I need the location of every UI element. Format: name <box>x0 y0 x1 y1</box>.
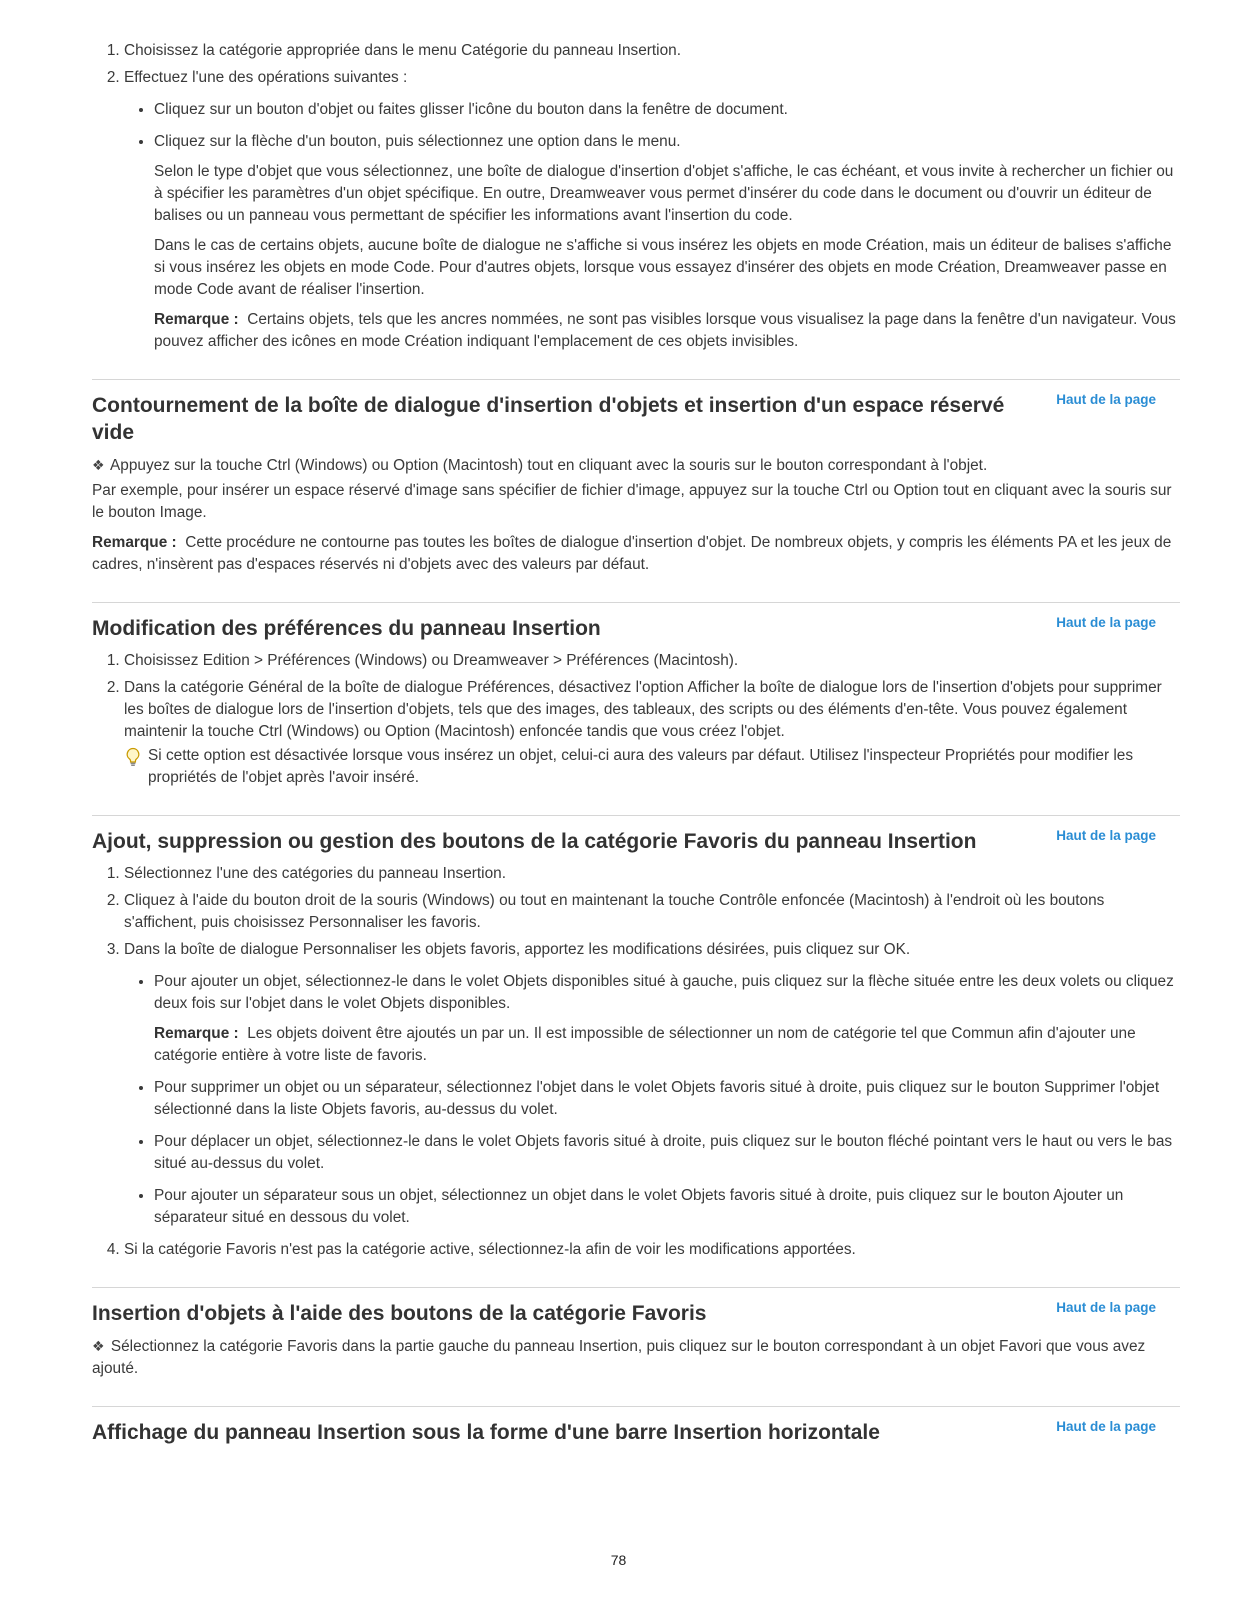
section-favorites-buttons <box>92 815 1180 1261</box>
note <box>154 309 1180 353</box>
list-item-text: Cliquez sur la flèche d'un bouton, puis sélectionnez une option dans le menu. <box>154 133 681 150</box>
section-title: Modification des préférences du panneau Insertion <box>92 617 601 640</box>
section-steps <box>92 863 1180 1261</box>
list-item <box>154 971 1180 1067</box>
section-horizontal-bar <box>92 1406 1180 1446</box>
note <box>154 1023 1180 1067</box>
list-item: 2. Cliquez à l'aide du bouton droit de la souris (Windows) ou tout en maintenant la touche Contrôle enfoncée (Macintosh) à l'endroit où les boutons s'affichent, puis choisissez Personnaliser les favoris. <box>124 890 1180 934</box>
section-bullets <box>124 971 1180 1229</box>
note <box>92 532 1180 576</box>
back-to-top-link[interactable]: Haut de la page <box>1056 828 1156 843</box>
note-label: Remarque : <box>154 1025 239 1042</box>
list-item <box>124 677 1180 789</box>
section-bypass-dialog <box>92 379 1180 576</box>
page-number: 78 <box>610 1552 627 1568</box>
paragraph: Par exemple, pour insérer un espace réservé d'image sans spécifier de fichier d'image, appuyez sur la touche Ctrl ou Option tout en cliquant avec la souris sur le bouton Image. <box>92 482 1172 521</box>
back-to-top-link[interactable]: Haut de la page <box>1056 1300 1156 1315</box>
note-text: Les objets doivent être ajoutés un par un. Il est impossible de sélectionner un nom de catégorie tel que Commun afin d'ajouter une catégorie entière à votre liste de favoris. <box>154 1025 1136 1064</box>
single-step <box>92 454 1180 477</box>
step-text: Appuyez sur la touche Ctrl (Windows) ou Option (Macintosh) tout en cliquant avec la souris sur le bouton correspondant à l'objet. <box>110 457 988 474</box>
section-steps <box>92 650 1180 789</box>
four-diamond-icon: ❖ <box>92 1338 105 1354</box>
note-text: Certains objets, tels que les ancres nommées, ne sont pas visibles lorsque vous visualisez la page dans la fenêtre d'un navigateur. Vous pouvez afficher des icônes en mode Création indiquant l'emplacement de ces objets invisibles. <box>154 311 1176 350</box>
section-title: Insertion d'objets à l'aide des boutons de la catégorie Favoris <box>92 1302 707 1325</box>
list-item: • Pour ajouter un séparateur sous un objet, sélectionnez un objet dans le volet Objets favoris situé à droite, puis cliquez sur le bouton Ajouter un séparateur situé en dessous du volet. <box>154 1185 1180 1229</box>
tip-text: Si cette option est désactivée lorsque vous insérez un objet, celui-ci aura des valeurs par défaut. Utilisez l'inspecteur Propriétés pour modifier les propriétés de l'objet après l'avoir inséré. <box>148 747 1134 786</box>
list-item: 4. Si la catégorie Favoris n'est pas la catégorie active, sélectionnez-la afin de voir les modifications apportées. <box>124 1239 1180 1261</box>
step-text: Sélectionnez la catégorie Favoris dans la partie gauche du panneau Insertion, puis cliquez sur le bouton correspondant à un objet Favori que vous avez ajouté. <box>92 1338 1146 1377</box>
intro-bullets <box>124 99 1180 353</box>
page-content <box>92 40 1180 1454</box>
list-item-text: Pour ajouter un objet, sélectionnez-le dans le volet Objets disponibles situé à gauche, puis cliquez sur la flèche située entre les deux volets ou cliquez deux fois sur l'objet dans le volet Objets disponibles. <box>154 973 1174 1012</box>
section-title: Affichage du panneau Insertion sous la forme d'une barre Insertion horizontale <box>92 1421 880 1444</box>
paragraph: Selon le type d'objet que vous sélectionnez, une boîte de dialogue d'insertion d'objet s'affiche, le cas échéant, et vous invite à rechercher un fichier ou à spécifier les paramètres d'un objet spécifique. En outre, Dreamweaver vous permet d'insérer du code dans le document ou d'ouvrir un éditeur de balises ou un panneau vous permettant de spécifier les informations avant l'insertion du code. <box>154 163 1174 224</box>
list-item <box>124 939 1180 1229</box>
section-insert-preferences <box>92 602 1180 789</box>
list-item: • Pour déplacer un objet, sélectionnez-le dans le volet Objets favoris situé à droite, puis cliquez sur le bouton fléché pointant vers le haut ou vers le bas situé au-dessus du volet. <box>154 1131 1180 1175</box>
tip <box>124 745 1180 789</box>
back-to-top-link[interactable]: Haut de la page <box>1056 615 1156 630</box>
intro-steps <box>92 40 1180 353</box>
section-title: Contournement de la boîte de dialogue d'insertion d'objets et insertion d'un espace réservé vide <box>92 394 1005 444</box>
section-title: Ajout, suppression ou gestion des boutons de la catégorie Favoris du panneau Insertion <box>92 830 977 853</box>
note-label: Remarque : <box>154 311 239 328</box>
list-item: 1. Choisissez la catégorie appropriée dans le menu Catégorie du panneau Insertion. <box>124 40 1180 62</box>
list-item: 1. Choisissez Edition > Préférences (Windows) ou Dreamweaver > Préférences (Macintosh). <box>124 650 1180 672</box>
list-item: 1. Sélectionnez l'une des catégories du panneau Insertion. <box>124 863 1180 885</box>
section-insert-favorites <box>92 1287 1180 1380</box>
paragraph: Dans le cas de certains objets, aucune boîte de dialogue ne s'affiche si vous insérez les objets en mode Création, mais un éditeur de balises s'affiche si vous insérez les objets en mode Code. Pour d'autres objets, lorsque vous essayez d'insérer des objets en mode Création, Dreamweaver passe en mode Code avant de réaliser l'insertion. <box>154 237 1172 298</box>
single-step <box>92 1335 1180 1380</box>
four-diamond-icon: ❖ <box>92 457 105 473</box>
list-item: • Pour supprimer un objet ou un séparateur, sélectionnez l'objet dans le volet Objets favoris situé à droite, puis cliquez sur le bouton Supprimer l'objet sélectionné dans la liste Objets favoris, au-dessus du volet. <box>154 1077 1180 1121</box>
back-to-top-link[interactable]: Haut de la page <box>1056 392 1156 407</box>
back-to-top-link[interactable]: Haut de la page <box>1056 1419 1156 1434</box>
list-item-text: Dans la catégorie Général de la boîte de dialogue Préférences, désactivez l'option Afficher la boîte de dialogue lors de l'insertion d'objets pour supprimer les boîtes de dialogue lors de l'insertion d'objets, tels que des images, des tableaux, des scripts ou des éléments d'en-tête. Vous pouvez également maintenir la touche Ctrl (Windows) ou Option (Macintosh) enfoncée tandis que vous créez l'objet. <box>124 679 1162 740</box>
lightbulb-icon <box>124 747 142 767</box>
note-text: Cette procédure ne contourne pas toutes les boîtes de dialogue d'insertion d'objet. De nombreux objets, y compris les éléments PA et les jeux de cadres, n'insèrent pas d'espaces réservés ni d'objets avec des valeurs par défaut. <box>92 534 1172 573</box>
list-item-text: Effectuez l'une des opérations suivantes : <box>124 69 408 86</box>
list-item-text: Dans la boîte de dialogue Personnaliser les objets favoris, apportez les modifications désirées, puis cliquez sur OK. <box>124 941 911 958</box>
list-item <box>124 67 1180 353</box>
list-item <box>154 131 1180 353</box>
list-item: • Cliquez sur un bouton d'objet ou faites glisser l'icône du bouton dans la fenêtre de document. <box>154 99 1180 121</box>
note-label: Remarque : <box>92 534 177 551</box>
